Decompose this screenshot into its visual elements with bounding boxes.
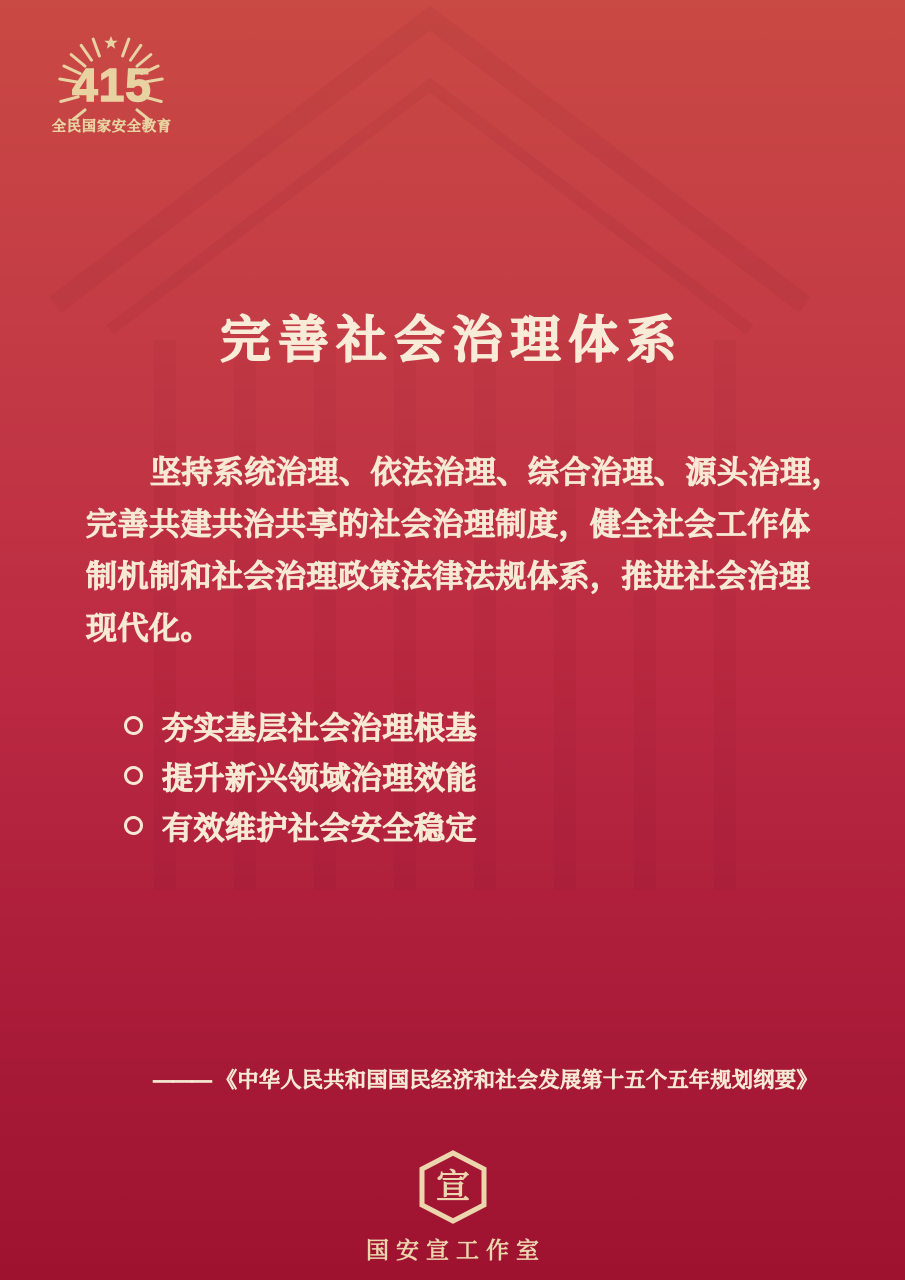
badge-caption: 全民国家安全教育 — [52, 118, 172, 134]
circle-bullet-icon — [124, 816, 143, 835]
studio-name: 国安宣工作室 — [366, 1237, 546, 1264]
bullet-label: 有效维护社会安全稳定 — [162, 810, 477, 846]
list-item — [124, 750, 477, 800]
seal-glyph: 宣 — [435, 1167, 470, 1207]
star-icon — [104, 36, 117, 49]
list-item — [124, 800, 477, 850]
nsed-415-badge — [44, 34, 180, 144]
badge-number: 415 — [72, 59, 152, 111]
paragraph-line: 完善共建共治共享的社会治理制度，健全社会工作体 — [86, 507, 811, 542]
poster-title: 完善社会治理体系 — [220, 312, 685, 368]
hexagon-seal-icon — [418, 1150, 488, 1224]
paragraph-line: 现代化。 — [86, 611, 212, 646]
body-paragraph — [86, 447, 843, 655]
bullet-list — [124, 700, 477, 850]
bullet-label: 提升新兴领域治理效能 — [162, 760, 477, 796]
attribution-dash: ——— — [153, 1069, 210, 1092]
circle-bullet-icon — [124, 766, 143, 785]
list-item — [124, 700, 477, 750]
attribution-source: 《中华人民共和国国民经济和社会发展第十五个五年规划纲要》 — [216, 1069, 818, 1092]
paragraph-line: 制机制和社会治理政策法律法规体系，推进社会治理 — [86, 559, 811, 594]
paragraph-line: 坚持系统治理、依法治理、综合治理、源头治理， — [150, 455, 843, 490]
circle-bullet-icon — [124, 716, 143, 735]
attribution — [33, 1064, 905, 1094]
bullet-label: 夯实基层社会治理根基 — [162, 710, 477, 746]
footer — [0, 1150, 905, 1265]
